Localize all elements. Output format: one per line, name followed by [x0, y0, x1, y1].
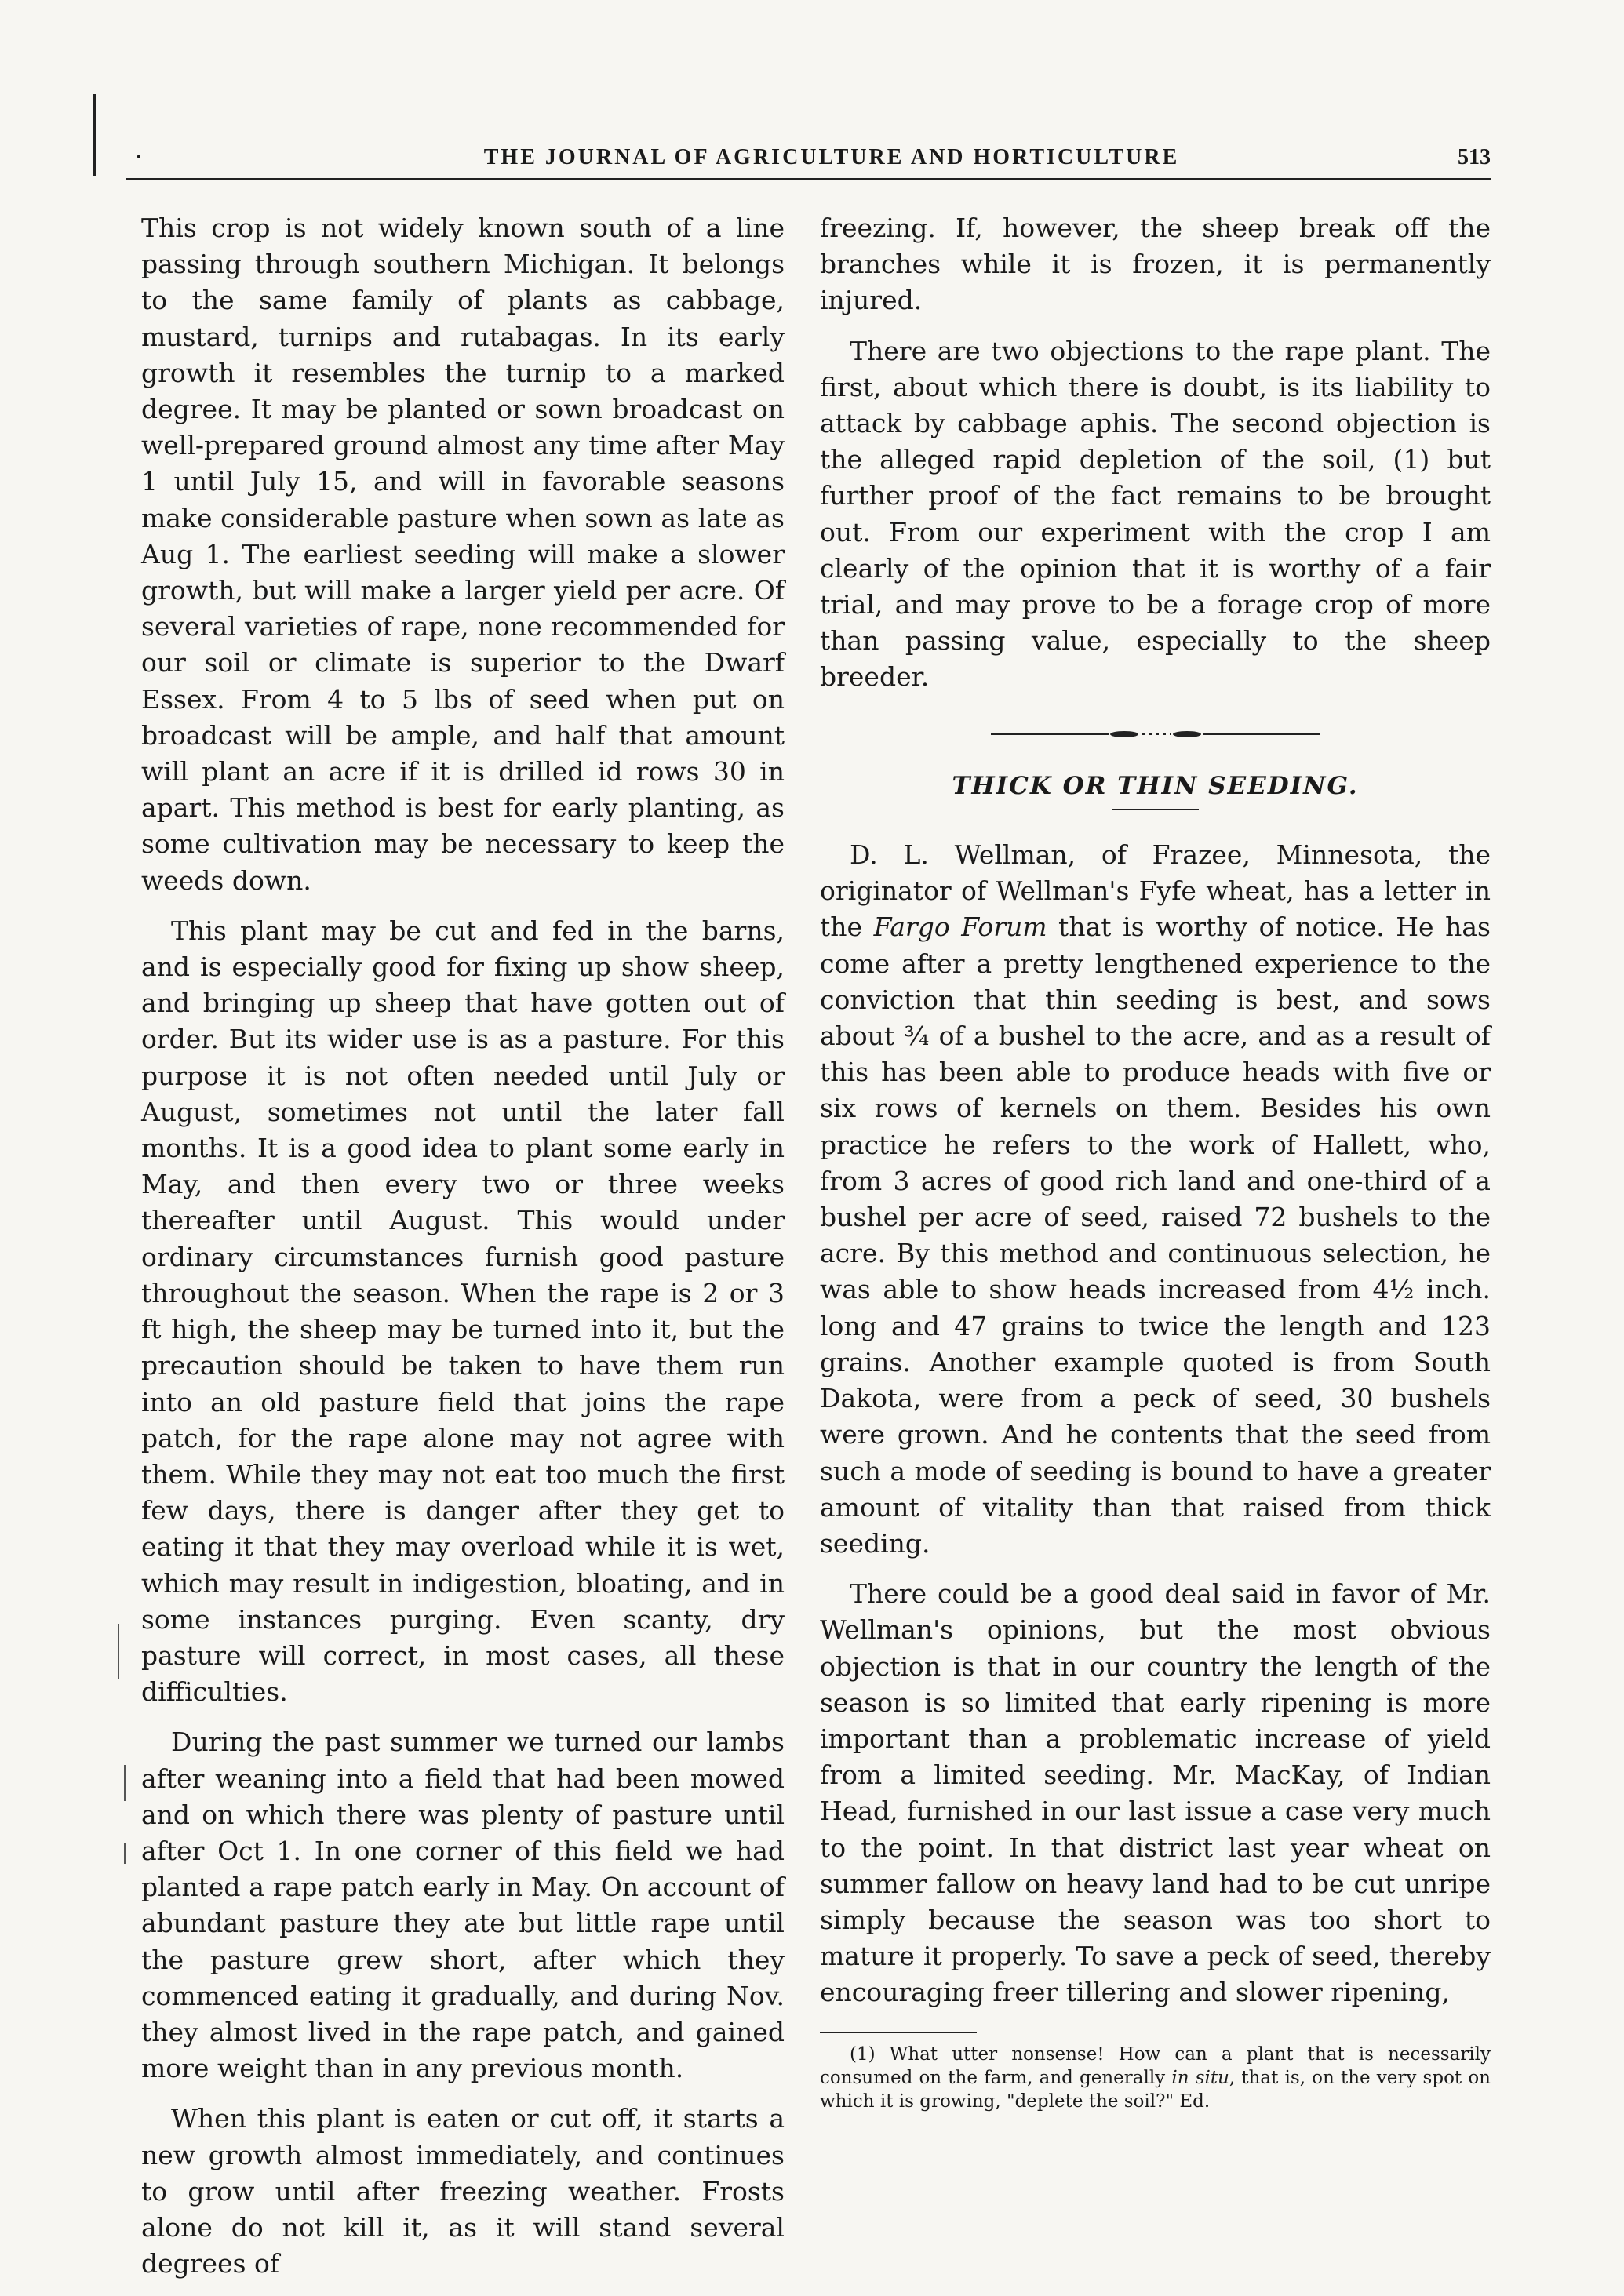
paragraph-text: D. L. Wellman, of Frazee, Minnesota, the originator of Wellman's Fyfe wheat, has a letter in the — [820, 839, 1491, 943]
paragraph: This plant may be cut and fed in the barns, and is especially good for fixing up show sheep, and bringing up sheep that have gotten out of order. But its wider use is as a pasture. For this purpose it is not often needed until July or August, sometimes not until the later fall months. It is a good idea to plant some early in May, and then every two or three weeks thereafter until August. This would under ordinary circumstances furnish good pasture throughout the season. When the rape is 2 or 3 ft high, the sheep may be turned into it, but the precaution should be taken to have them run into an old pasture field that joins the rape patch, for the rape alone may not agree with them. While they may not eat too much the first few days, there is danger after they get to eating it that they may overload while it is wet, which may result in indigestion, bloating, and in some instances purging. Even scanty, dry pasture will correct, in most cases, all these difficulties. — [141, 915, 785, 1708]
paragraph: When this plant is eaten or cut off, it starts a new growth almost immediately, and continues to grow until after freezing weather. Frosts alone do not kill it, as it will stand several degrees of — [141, 2103, 785, 2280]
paragraph — [820, 837, 1491, 1562]
footnote-rule — [820, 2032, 977, 2033]
paragraph: During the past summer we turned our lambs after weaning into a field that had been mowed and on which there was plenty of pasture until after Oct 1. In one corner of this field we had planted a rape patch early in May. On account of abundant pasture they ate but little rape until the pasture grew short, after which they commenced eating it gradually, and during Nov. they almost lived in the rape patch, and gained more weight than in any previous month. — [141, 1727, 785, 2084]
paragraph: freezing. If, however, the sheep break off the branches while it is frozen, it is permanently injured. — [820, 213, 1491, 316]
binding-margin-rule — [93, 94, 96, 176]
footnote-text: (1) What utter nonsense! How can a plant that is necessarily consumed on the farm, and generally — [820, 2043, 1491, 2088]
footnote-italic: in situ — [1171, 2067, 1229, 2088]
journal-title: THE JOURNAL OF AGRICULTURE AND HORTICULTURE — [483, 145, 1180, 169]
section-heading: THICK OR THIN SEEDING. — [952, 771, 1359, 800]
heading-underline — [1112, 809, 1199, 810]
header-rule — [126, 178, 1491, 180]
footnote — [820, 2043, 1491, 2113]
paragraph — [820, 1576, 1491, 2010]
paragraph-text: that is worthy of notice. He has come after a pretty lengthened experience to the conviction that thin seeding is best, and sows about ¾ of a bushel to the acre, and as a result of this has been able to produce heads with five or six rows of kernels on them. Besides his own practice he refers to the work of Hallett, who, from 3 acres of good rich land and one-third of a bushel per acre of seed, raised 72 bushels to the acre. By this method and continuous selection, he was able to show heads increased from 4½ inch. long and 47 grains to twice the length and 123 grains. Another example quoted is from South Dakota, were from a peck of seed, 30 bushels were grown. And he contents that the seed from such a mode of seeding is bound to have a greater amount of vitality than that raised from thick seeding. — [820, 911, 1491, 1559]
paragraph-text: There could be a good deal said in favor of Mr. Wellman's opinions, but the most obvious objection is that in our country the length of the season is so limited that early ripening is more important than a problematic increase of yield from a limited seeding. Mr. MacKay, of Indian Head, furnished in our last issue a case very much to the point. In that district last year wheat on summer fallow on heavy land had to be cut unripe simply because the season was too short to mature it properly. To save a peck of seed, thereby encouraging freer tillering and slower ripening, — [820, 1578, 1491, 2008]
ornamental-divider — [820, 713, 1491, 749]
right-column — [820, 210, 1491, 2127]
footnote-text: , that is, on the very spot on which it is growing, "deplete the soil?" Ed. — [820, 2067, 1491, 2112]
margin-mark — [124, 1843, 126, 1864]
margin-mark — [118, 1624, 119, 1679]
paragraph: This crop is not widely known south of a line passing through southern Michigan. It belongs to the same family of plants as cabbage, mustard, turnips and rutabagas. In its early growth it resembles the turnip to a marked degree. It may be planted or sown broadcast on well-prepared ground almost any time after May 1 until July 15, and will in favorable seasons make considerable pasture when sown as late as Aug 1. The earliest seeding will make a slower growth, but will make a larger yield per acre. Of several varieties of rape, none recommended for our soil or climate is superior to the Dwarf Essex. From 4 to 5 lbs of seed when put on broadcast will be ample, and half that amount will plant an acre if it is drilled id rows 30 in apart. This method is best for early planting, as some cultivation may be necessary to keep the weeds down. — [141, 213, 785, 896]
left-column — [141, 210, 785, 2296]
newspaper-title: Fargo Forum — [873, 911, 1047, 943]
paragraph: There are two objections to the rape plant. The first, about which there is doubt, is its liability to attack by cabbage aphis. The second objection is the alleged rapid depletion of the soil, (1) but further proof of the fact remains to be brought out. From our experiment with the crop I am clearly of the opinion that it is worthy of a fair trial, and may prove to be a forage crop of more than passing value, especially to the sheep breeder. — [820, 335, 1491, 693]
header-dot-mark: · — [135, 144, 143, 171]
page-number: 513 — [1458, 145, 1491, 169]
margin-mark — [124, 1765, 126, 1801]
